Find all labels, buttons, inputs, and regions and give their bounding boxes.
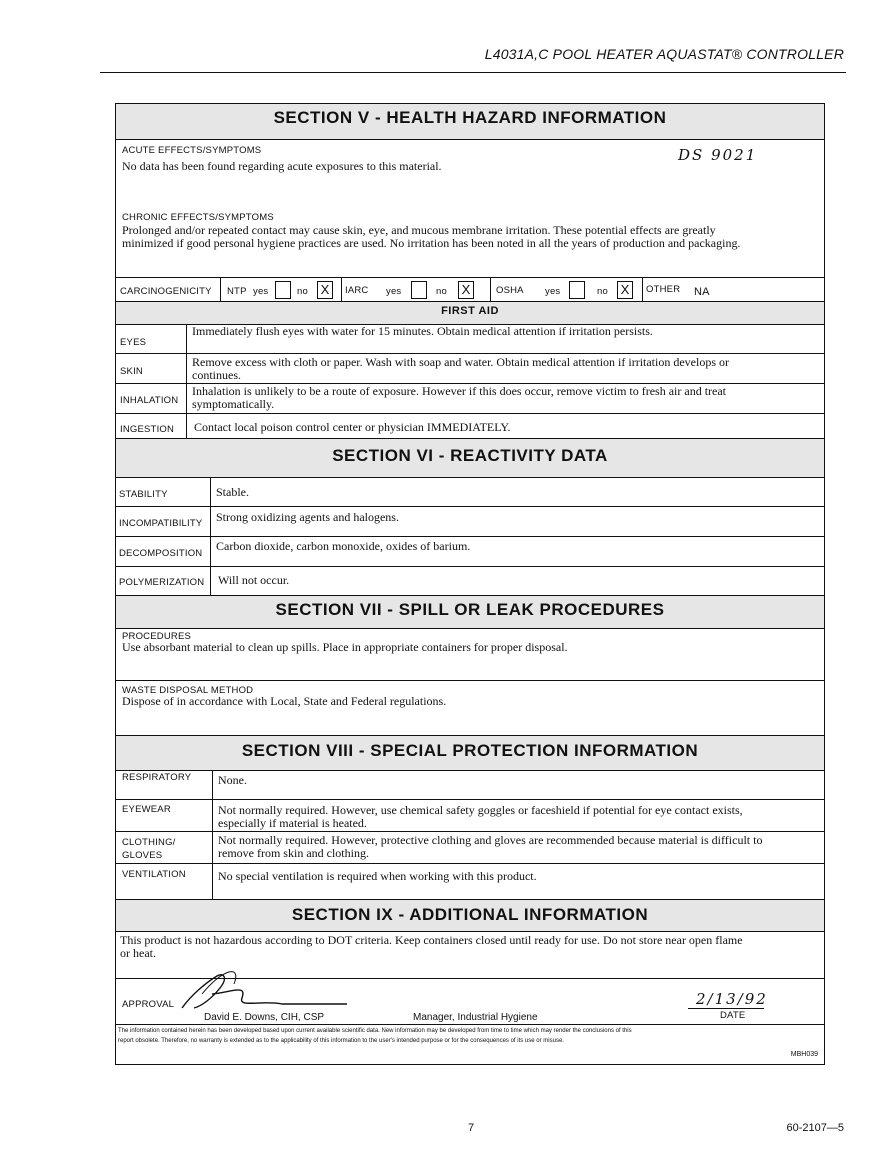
section-ix-heading: SECTION IX - ADDITIONAL INFORMATION [116, 899, 824, 932]
iarc-yes-checkbox[interactable] [411, 281, 427, 299]
first-aid-text-inhalation-cont: symptomatically. [192, 397, 275, 411]
osha-yes-label: yes [545, 286, 561, 297]
divider [116, 566, 824, 567]
approver-name: David E. Downs, CIH, CSP [204, 1012, 325, 1023]
divider [220, 277, 221, 301]
divider [688, 1008, 764, 1009]
divider [116, 413, 824, 414]
iarc-label: IARC [345, 285, 369, 296]
protection-text-respiratory: None. [218, 773, 247, 787]
section-viii-heading: SECTION VIII - SPECIAL PROTECTION INFORMATION [116, 735, 824, 771]
approval-date-value: 2/13/92 [696, 990, 768, 1008]
reactivity-label-stability: STABILITY [119, 489, 168, 500]
date-label: DATE [720, 1010, 746, 1021]
header-rule [100, 72, 846, 73]
osha-no-checkbox[interactable]: X [617, 281, 633, 299]
iarc-no-checkbox[interactable]: X [458, 281, 474, 299]
first-aid-label-skin: SKIN [120, 366, 143, 377]
chronic-text-line1: Prolonged and/or repeated contact may cause skin, eye, and mucous membrane irritation. These potential effects are greatly [122, 223, 716, 237]
chronic-label: CHRONIC EFFECTS/SYMPTOMS [122, 212, 274, 223]
divider [642, 277, 643, 301]
divider [116, 680, 824, 681]
divider [116, 799, 824, 800]
divider [116, 863, 824, 864]
divider [116, 1024, 824, 1025]
chronic-text-line2: minimized if good personal hygiene practices are used. No irritation has been noted in all the years of production and packaging. [122, 236, 741, 250]
divider [490, 277, 491, 301]
iarc-yes-label: yes [386, 286, 402, 297]
divider [212, 770, 213, 899]
handwritten-reference: DS 9021 [678, 146, 758, 164]
first-aid-label-inhalation: INHALATION [120, 395, 179, 406]
other-label: OTHER [646, 284, 681, 295]
first-aid-text-skin-cont: continues. [192, 368, 241, 382]
acute-text: No data has been found regarding acute exposures to this material. [122, 159, 442, 173]
msds-form [115, 103, 825, 1065]
protection-label-gloves: GLOVES [122, 850, 163, 861]
protection-label-respiratory: RESPIRATORY [122, 772, 192, 783]
first-aid-text-ingestion: Contact local poison control center or physician IMMEDIATELY. [194, 420, 511, 434]
ntp-label: NTP [227, 286, 247, 297]
ntp-yes-checkbox[interactable] [275, 281, 291, 299]
waste-disposal-label: WASTE DISPOSAL METHOD [122, 685, 254, 696]
section-v-heading: SECTION V - HEALTH HAZARD INFORMATION [116, 104, 824, 140]
reactivity-label-incompatibility: INCOMPATIBILITY [119, 518, 203, 529]
form-code: MBH039 [790, 1051, 818, 1058]
divider [116, 536, 824, 537]
protection-label-clothing: CLOTHING/ [122, 837, 176, 848]
divider [116, 353, 824, 354]
acute-label: ACUTE EFFECTS/SYMPTOMS [122, 145, 262, 156]
page-header-title: L4031A,C POOL HEATER AQUASTAT® CONTROLLER [484, 46, 844, 62]
first-aid-text-eyes: Immediately flush eyes with water for 15 minutes. Obtain medical attention if irritation persists. [192, 324, 653, 338]
page-number: 7 [468, 1122, 475, 1134]
carcinogenicity-label: CARCINOGENICITY [120, 286, 212, 297]
additional-text-line2: or heat. [120, 946, 156, 960]
divider [116, 277, 824, 278]
reactivity-text-incompatibility: Strong oxidizing agents and halogens. [216, 510, 399, 524]
osha-no-label: no [597, 286, 608, 297]
iarc-no-label: no [436, 286, 447, 297]
reactivity-text-decomposition: Carbon dioxide, carbon monoxide, oxides of barium. [216, 539, 471, 553]
document-number: 60-2107—5 [786, 1122, 844, 1134]
first-aid-text-inhalation: Inhalation is unlikely to be a route of exposure. However if this does occur, remove victim to fresh air and treat [192, 384, 727, 398]
reactivity-text-polymerization: Will not occur. [218, 573, 290, 587]
protection-text-ventilation: No special ventilation is required when working with this product. [218, 869, 537, 883]
first-aid-heading: FIRST AID [116, 301, 824, 325]
protection-text-eyewear-cont: especially if material is heated. [218, 816, 367, 830]
first-aid-label-ingestion: INGESTION [120, 424, 175, 435]
divider [341, 277, 342, 301]
additional-text-line1: This product is not hazardous according to DOT criteria. Keep containers closed until ready for use. Do not store near open flame [120, 933, 743, 947]
reactivity-label-decomposition: DECOMPOSITION [119, 548, 203, 559]
procedures-label: PROCEDURES [122, 631, 192, 642]
ntp-no-label: no [297, 286, 308, 297]
disclaimer-line1: The information contained herein has been developed based upon current available scientific data. New information may be developed from time to time which may render the conclusions of this [118, 1028, 632, 1034]
approver-title: Manager, Industrial Hygiene [413, 1012, 538, 1023]
osha-yes-checkbox[interactable] [569, 281, 585, 299]
protection-text-eyewear: Not normally required. However, use chemical safety goggles or faceshield if potential for eye contact exists, [218, 803, 743, 817]
protection-text-clothing: Not normally required. However, protective clothing and gloves are recommended because material is difficult to [218, 833, 763, 847]
section-vii-heading: SECTION VII - SPILL OR LEAK PROCEDURES [116, 595, 824, 629]
signature-graphic [172, 964, 352, 1014]
ntp-no-checkbox[interactable]: X [317, 281, 333, 299]
other-value: NA [694, 286, 710, 298]
first-aid-text-skin: Remove excess with cloth or paper. Wash with soap and water. Obtain medical attention if irritation develops or [192, 355, 730, 369]
protection-label-eyewear: EYEWEAR [122, 804, 171, 815]
procedures-text: Use absorbant material to clean up spills. Place in appropriate containers for proper disposal. [122, 640, 568, 654]
protection-text-clothing-cont: remove from skin and clothing. [218, 846, 369, 860]
divider [116, 506, 824, 507]
reactivity-text-stability: Stable. [216, 485, 249, 499]
protection-label-ventilation: VENTILATION [122, 869, 186, 880]
first-aid-label-eyes: EYES [120, 337, 147, 348]
reactivity-label-polymerization: POLYMERIZATION [119, 577, 205, 588]
waste-disposal-text: Dispose of in accordance with Local, State and Federal regulations. [122, 694, 447, 708]
divider [186, 324, 187, 438]
divider [116, 831, 824, 832]
ntp-yes-label: yes [253, 286, 269, 297]
osha-label: OSHA [496, 285, 524, 296]
disclaimer-line2: report obsolete. Therefore, no warranty is extended as to the applicability of this information to the user's intended purpose or for the consequences of its use or misuse. [118, 1038, 564, 1044]
approval-label: APPROVAL [122, 999, 175, 1010]
section-vi-heading: SECTION VI - REACTIVITY DATA [116, 438, 824, 478]
